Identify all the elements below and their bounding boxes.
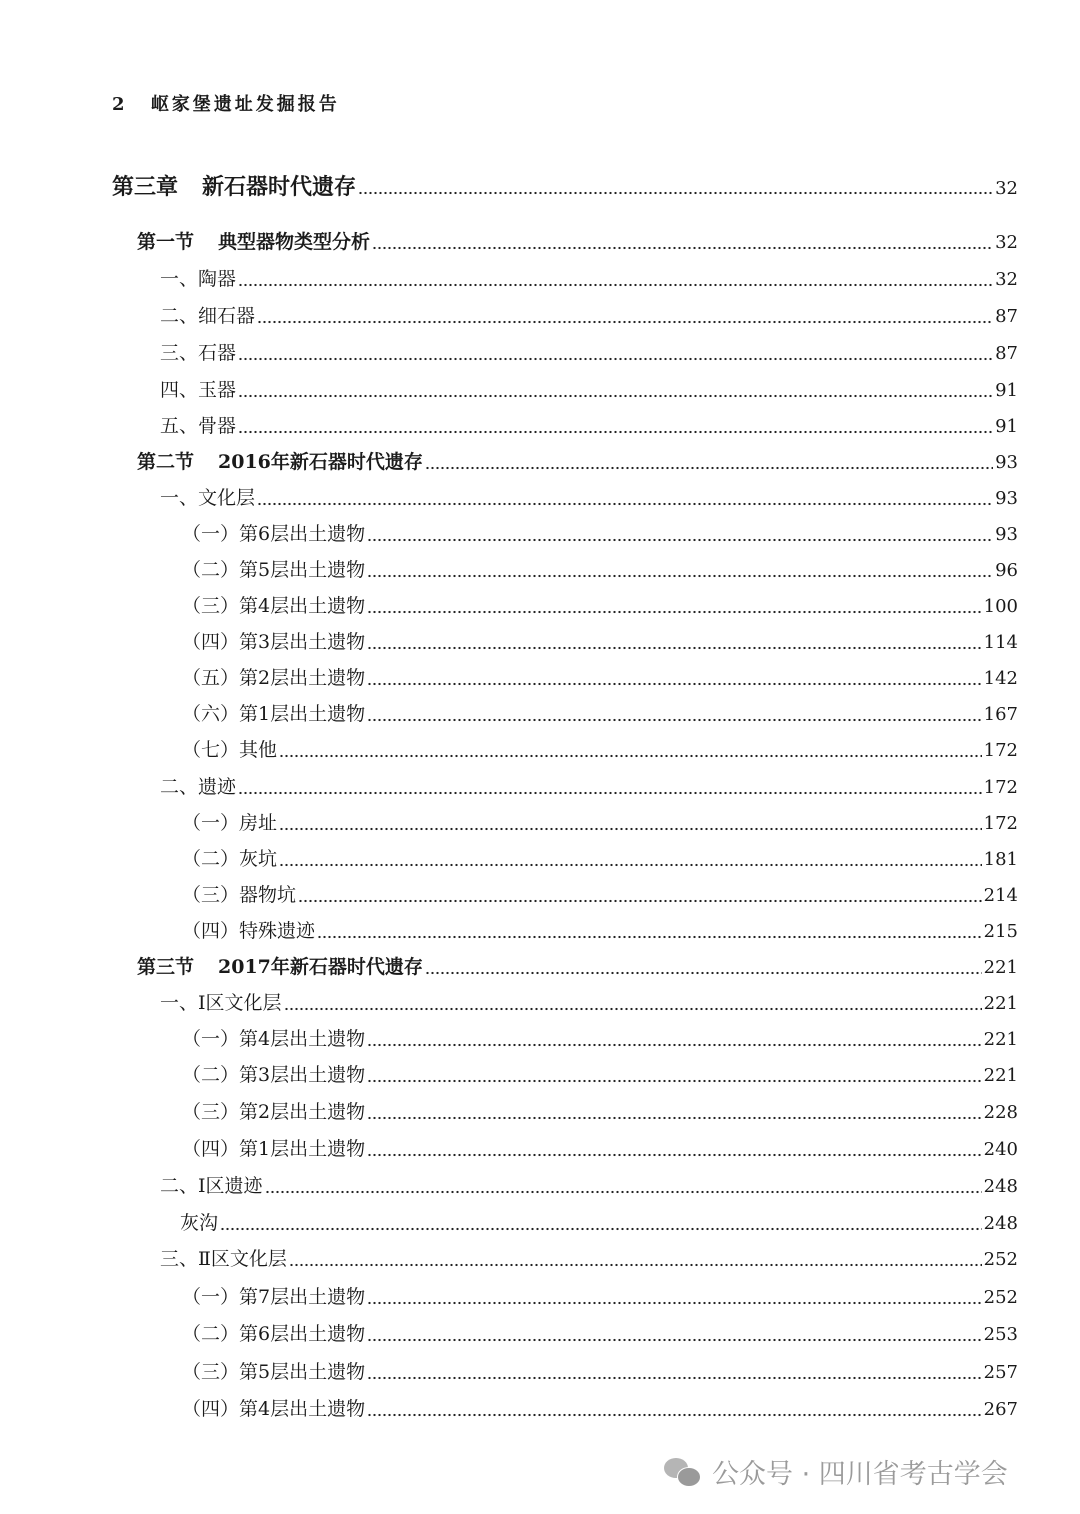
toc-entry-label: （三）第2层出土遗物: [182, 1101, 366, 1123]
dot-leader: [279, 827, 982, 831]
toc-entry-label: 第三节 2017年新石器时代遗存: [137, 956, 423, 978]
toc-page-number: 96: [995, 560, 1018, 581]
toc-entry-label: （七）其他: [182, 739, 278, 761]
toc-page-number: 267: [983, 1399, 1018, 1420]
dot-leader: [425, 971, 982, 975]
dot-leader: [257, 320, 993, 324]
toc-entry-sub: [182, 703, 1018, 725]
toc-entry-label: 一、陶器: [160, 268, 237, 290]
toc-entry-sub: [182, 1028, 1018, 1050]
toc-entry-item: [160, 992, 1018, 1014]
toc-entry-item: [160, 1248, 1018, 1270]
dot-leader: [238, 791, 982, 795]
toc-page-number: 228: [983, 1102, 1018, 1123]
toc-entry-title: 2017年新石器时代遗存: [218, 956, 423, 978]
toc-entry-sub: [182, 1138, 1018, 1160]
toc-entry-label: 灰沟: [180, 1212, 219, 1234]
toc-page-number: 252: [983, 1249, 1018, 1270]
dot-leader: [238, 283, 993, 287]
toc-entry-label: 第一节 典型器物类型分析: [137, 231, 371, 253]
toc-entry-sub: [182, 1064, 1018, 1086]
toc-page-number: 172: [983, 813, 1018, 834]
toc-page-number: 142: [983, 668, 1018, 689]
toc-entry-sub: [182, 812, 1018, 834]
toc-entry-label: （四）第1层出土遗物: [182, 1138, 366, 1160]
toc-page-number: 32: [995, 232, 1018, 253]
toc-page-number: 257: [983, 1362, 1018, 1383]
toc-entry-label: （一）房址: [182, 812, 278, 834]
toc-page-number: 172: [983, 777, 1018, 798]
dot-leader: [367, 718, 982, 722]
dot-leader: [367, 1153, 982, 1157]
dot-leader: [367, 1043, 982, 1047]
toc-entry-sub: [182, 1398, 1018, 1420]
toc-entry-label: （六）第1层出土遗物: [182, 703, 366, 725]
toc-page-number: 252: [983, 1287, 1018, 1308]
toc-page-number: 221: [983, 1065, 1018, 1086]
toc-entry-label: 二、遗迹: [160, 776, 237, 798]
toc-entry-label: （一）第6层出土遗物: [182, 523, 366, 545]
toc-page-number: 248: [983, 1176, 1018, 1197]
toc-entry-label: （四）第4层出土遗物: [182, 1398, 366, 1420]
toc-entry-label: （一）第4层出土遗物: [182, 1028, 366, 1050]
toc-page-number: 221: [983, 993, 1018, 1014]
toc-entry-sub: [182, 1286, 1018, 1308]
dot-leader: [358, 191, 993, 195]
toc-entry-section: [137, 956, 1018, 978]
toc-entry-item: [160, 305, 1018, 327]
dot-leader: [367, 1338, 982, 1342]
dot-leader: [238, 357, 993, 361]
toc-page-number: 240: [983, 1139, 1018, 1160]
dot-leader: [367, 1376, 982, 1380]
toc-entry-sub: [180, 1212, 1018, 1234]
toc-entry-sub: [182, 920, 1018, 942]
dot-leader: [284, 1007, 982, 1011]
toc-entry-label: 四、玉器: [160, 379, 237, 401]
page-number: 2: [112, 94, 128, 115]
dot-leader: [367, 646, 982, 650]
toc-entry-sub: [182, 884, 1018, 906]
toc-entry-sub: [182, 667, 1018, 689]
toc-page-number: 181: [983, 849, 1018, 870]
toc-page-number: 93: [995, 524, 1018, 545]
dot-leader: [367, 538, 993, 542]
toc-page-number: 93: [995, 488, 1018, 509]
dot-leader: [367, 574, 993, 578]
toc-entry-sub: [182, 1101, 1018, 1123]
toc-entry-chapter: [112, 176, 1018, 198]
dot-leader: [220, 1227, 982, 1231]
toc-page-number: 248: [983, 1213, 1018, 1234]
toc-page-number: 167: [983, 704, 1018, 725]
dot-leader: [367, 610, 982, 614]
toc-entry-sub: [182, 739, 1018, 761]
toc-entry-label: 一、Ⅰ区文化层: [160, 992, 282, 1014]
dot-leader: [289, 1263, 982, 1267]
running-header: [112, 90, 340, 116]
toc-entry-label: （二）第5层出土遗物: [182, 559, 366, 581]
toc-entry-item: [160, 1175, 1018, 1197]
dot-leader: [372, 246, 993, 250]
book-title: 岖家堡遗址发掘报告: [150, 94, 340, 115]
toc-entry-item: [160, 379, 1018, 401]
toc-page-number: 32: [995, 269, 1018, 290]
toc-entry-title: 典型器物类型分析: [218, 231, 371, 253]
dot-leader: [238, 394, 993, 398]
toc-page-number: 114: [983, 632, 1018, 653]
dot-leader: [367, 1079, 982, 1083]
toc-entry-label: （一）第7层出土遗物: [182, 1286, 366, 1308]
toc-entry-sub: [182, 631, 1018, 653]
toc-page-number: 214: [983, 885, 1018, 906]
toc-entry-label: 三、Ⅱ区文化层: [160, 1248, 287, 1270]
dot-leader: [425, 466, 993, 470]
toc-entry-item: [160, 268, 1018, 290]
dot-leader: [367, 1301, 982, 1305]
dot-leader: [257, 502, 993, 506]
dot-leader: [317, 935, 982, 939]
dot-leader: [279, 863, 982, 867]
toc-entry-label: （二）第3层出土遗物: [182, 1064, 366, 1086]
toc-entry-label: 第三章 新石器时代遗存: [112, 174, 357, 200]
toc-entry-label: （二）灰坑: [182, 848, 278, 870]
toc-entry-item: [160, 776, 1018, 798]
toc-entry-label: （三）第4层出土遗物: [182, 595, 366, 617]
dot-leader: [298, 899, 982, 903]
toc-entry-item: [160, 342, 1018, 364]
toc-page-number: 91: [995, 380, 1018, 401]
toc-entry-label: 第二节 2016年新石器时代遗存: [137, 451, 423, 473]
watermark-text: 公众号 · 四川省考古学会: [712, 1459, 1008, 1490]
toc-entry-label: （三）第5层出土遗物: [182, 1361, 366, 1383]
toc-page-number: 87: [995, 306, 1018, 327]
toc-entry-title: 新石器时代遗存: [202, 174, 357, 200]
toc-entry-sub: [182, 1323, 1018, 1345]
toc-entry-label: 三、石器: [160, 342, 237, 364]
toc-entry-label: 五、骨器: [160, 415, 237, 437]
dot-leader: [265, 1190, 982, 1194]
toc-entry-title: 2016年新石器时代遗存: [218, 451, 423, 473]
toc-entry-item: [160, 487, 1018, 509]
toc-entry-label: （四）第3层出土遗物: [182, 631, 366, 653]
toc-entry-label: 一、文化层: [160, 487, 256, 509]
toc-page-number: 221: [983, 1029, 1018, 1050]
toc-entry-section: [137, 231, 1018, 253]
toc-entry-label: 二、Ⅰ区遗迹: [160, 1175, 263, 1197]
wechat-icon: [664, 1456, 702, 1488]
toc-page-number: 172: [983, 740, 1018, 761]
toc-entry-sub: [182, 1361, 1018, 1383]
toc-page-number: 253: [983, 1324, 1018, 1345]
watermark: [664, 1452, 1008, 1491]
toc-entry-label: （四）特殊遗迹: [182, 920, 316, 942]
toc-entry-label: （五）第2层出土遗物: [182, 667, 366, 689]
toc-entry-label: （二）第6层出土遗物: [182, 1323, 366, 1345]
toc-page-number: 93: [995, 452, 1018, 473]
dot-leader: [367, 682, 982, 686]
toc-page-number: 100: [983, 596, 1018, 617]
dot-leader: [279, 754, 982, 758]
toc-entry-sub: [182, 559, 1018, 581]
toc-entry-section: [137, 451, 1018, 473]
toc-page-number: 221: [983, 957, 1018, 978]
toc-entry-sub: [182, 595, 1018, 617]
toc-page-number: 91: [995, 416, 1018, 437]
toc-page-number: 87: [995, 343, 1018, 364]
dot-leader: [367, 1116, 982, 1120]
toc-entry-label: （三）器物坑: [182, 884, 297, 906]
dot-leader: [238, 430, 993, 434]
toc-entry-sub: [182, 523, 1018, 545]
dot-leader: [367, 1413, 982, 1417]
toc-entry-label: 二、细石器: [160, 305, 256, 327]
toc-page-number: 215: [983, 921, 1018, 942]
toc-page-number: 32: [995, 178, 1018, 199]
toc-entry-sub: [182, 848, 1018, 870]
toc-entry-item: [160, 415, 1018, 437]
